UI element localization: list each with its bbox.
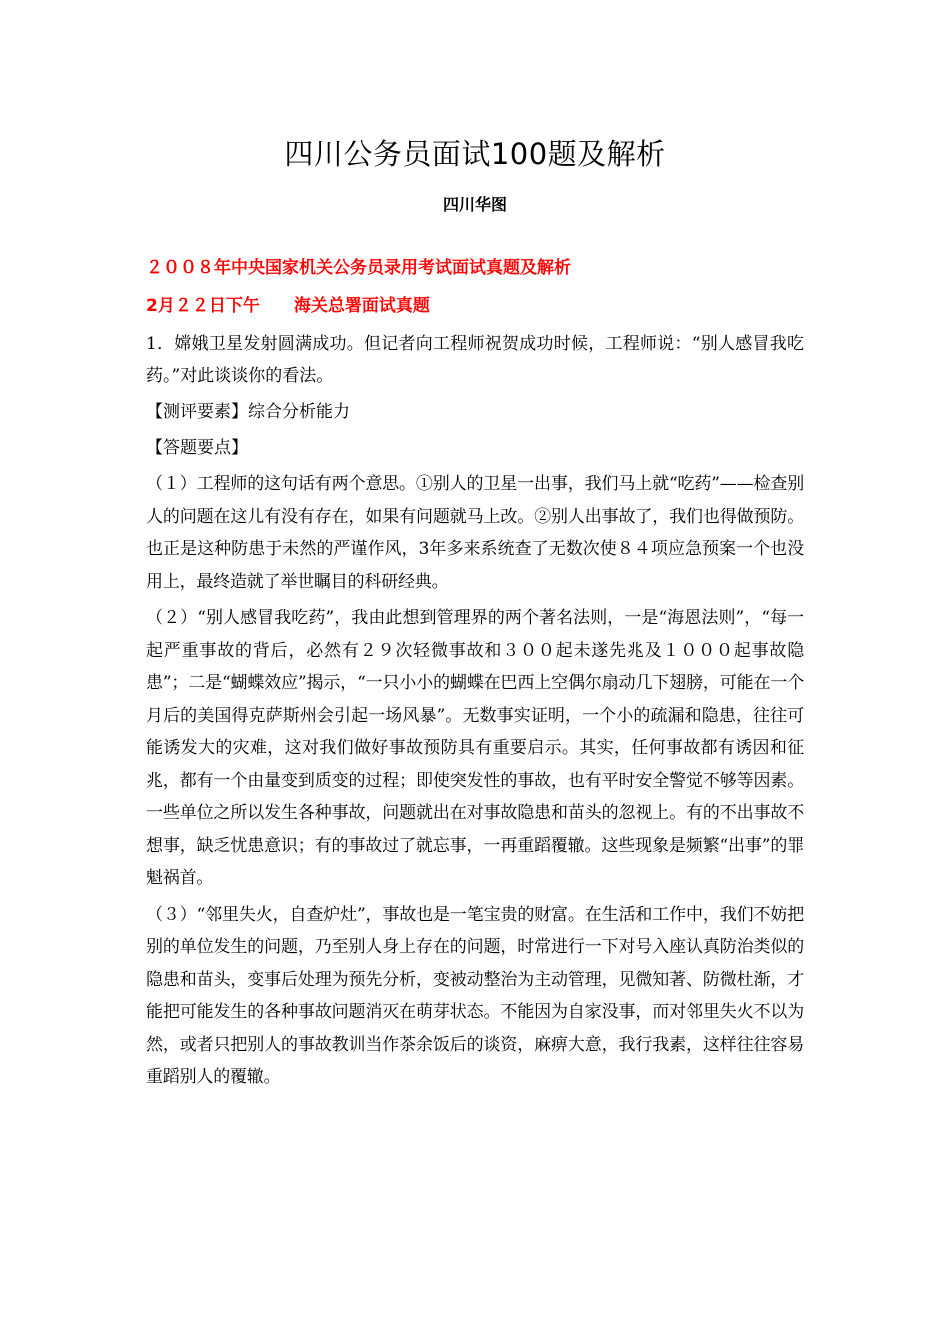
- sub-heading: 2月２２日下午 海关总署面试真题: [146, 296, 430, 316]
- document-title: 四川公务员面试100题及解析: [284, 137, 666, 171]
- question-text: 1．嫦娥卫星发射圆满成功。但记者向工程师祝贺成功时候，工程师说：“别人感冒我吃药。”对此谈谈你的看法。: [146, 334, 804, 386]
- evaluation-label: 【测评要素】综合分析能力: [146, 402, 350, 422]
- answer-paragraph-2: （２）“别人感冒我吃药”，我由此想到管理界的两个著名法则，一是“海恩法则”，“每一起严重事故的背后，必然有２９次轻微事故和３００起未遂先兆及１０００起事故隐患”；二是“蝴蝶效应”揭示，“一只小小的蝴蝶在巴西上空偶尔扇动几下翅膀，可能在一个月后的美国得克萨斯州会引起一场风暴”。无数事实证明，一个小的疏漏和隐患，往往可能诱发大的灾难，这对我们做好事故预防具有重要启示。其实，任何事故都有诱因和征兆，都有一个由量变到质变的过程；即使突发性的事故，也有平时安全警觉不够等因素。一些单位之所以发生各种事故，问题就出在对事故隐患和苗头的忽视上。有的不出事故不想事，缺乏忧患意识；有的事故过了就忘事，一再重蹈覆辙。这些现象是频繁“出事”的罪魁祸首。: [146, 608, 804, 888]
- answer-label: 【答题要点】: [146, 438, 248, 458]
- document-author: 四川华图: [442, 195, 507, 214]
- answer-paragraph-1: （１）工程师的这句话有两个意思。①别人的卫星一出事，我们马上就“吃药”——检查别人的问题在这儿有没有存在，如果有问题就马上改。②别人出事故了，我们也得做预防。也正是这种防患于未然的严谨作风，3年多来系统查了无数次使８４项应急预案一个也没用上，最终造就了举世瞩目的科研经典。: [146, 474, 804, 592]
- section-heading: ２００８年中央国家机关公务员录用考试面试真题及解析: [146, 258, 571, 278]
- answer-paragraph-3: （３）“邻里失火，自查炉灶”，事故也是一笔宝贵的财富。在生活和工作中，我们不妨把别的单位发生的问题，乃至别人身上存在的问题，时常进行一下对号入座认真防治类似的隐患和苗头，变事后处理为预先分析，变被动整治为主动管理，见微知著、防微杜渐，才能把可能发生的各种事故问题消灭在萌芽状态。不能因为自家没事，而对邻里失火不以为然，或者只把别人的事故教训当作茶余饭后的谈资，麻痹大意，我行我素，这样往往容易重蹈别人的覆辙。: [146, 904, 804, 1087]
